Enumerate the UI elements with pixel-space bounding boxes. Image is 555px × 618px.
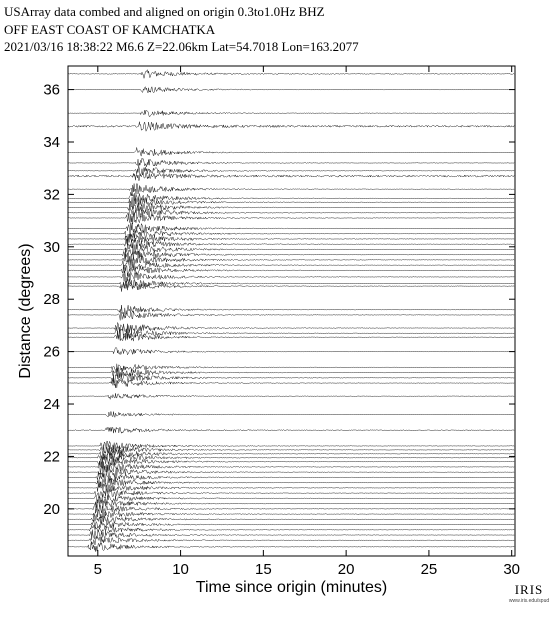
- iris-logo: [506, 582, 552, 604]
- seismogram-trace: [69, 305, 515, 315]
- seismogram-trace: [69, 212, 515, 224]
- seismogram-trace: [69, 372, 515, 384]
- y-axis-label: Distance (degrees): [17, 243, 34, 379]
- seismogram-trace: [69, 158, 515, 168]
- seismogram-trace: [69, 499, 515, 508]
- x-tick-label: 10: [172, 561, 189, 578]
- y-tick-label: 22: [43, 448, 60, 466]
- seismogram-trace: [69, 530, 515, 540]
- seismogram-trace: [69, 536, 515, 545]
- seismogram-trace: [69, 147, 515, 156]
- x-tick-label: 15: [255, 561, 272, 578]
- seismogram-trace: [69, 542, 515, 552]
- y-tick-label: 36: [43, 81, 60, 99]
- seismogram-trace: [69, 244, 515, 255]
- seismogram-trace: [69, 271, 515, 283]
- y-tick-label: 24: [43, 396, 60, 414]
- iris-logo-text: IRIS: [514, 582, 544, 597]
- y-tick-label: 30: [43, 238, 60, 256]
- seismogram-trace: [69, 348, 515, 355]
- seismogram-trace: [69, 482, 515, 493]
- seismogram-trace: [69, 427, 515, 433]
- seismogram-trace: [69, 311, 515, 321]
- seismogram-trace: [69, 122, 515, 132]
- seismogram-trace: [69, 184, 515, 196]
- seismogram-trace: [69, 455, 515, 468]
- seismogram-trace: [69, 87, 515, 93]
- iris-logo-url: www.iris.edu/spud: [508, 598, 550, 604]
- x-axis-label: Time since origin (minutes): [195, 579, 388, 596]
- seismogram-trace: [69, 472, 515, 482]
- x-tick-label: 30: [503, 561, 521, 578]
- y-tick-label: 32: [43, 186, 60, 204]
- seismogram-trace: [69, 323, 515, 333]
- seismogram-trace: [69, 494, 515, 504]
- seismogram-trace: [69, 192, 515, 204]
- seismogram-trace: [69, 525, 515, 533]
- y-tick-label: 20: [43, 500, 60, 518]
- chart-title-line-3: 2021/03/16 18:38:22 M6.6 Z=22.06km Lat=54.7018 Lon=163.2077: [4, 39, 359, 54]
- seismogram-trace: [69, 207, 515, 218]
- seismogram-trace: [69, 110, 515, 117]
- seismogram-trace: [69, 281, 515, 291]
- seismogram-trace: [69, 378, 515, 388]
- y-tick-label: 28: [43, 291, 60, 309]
- seismogram-trace: [69, 520, 515, 529]
- seismogram-trace: [69, 254, 515, 265]
- seismogram-trace: [69, 239, 515, 250]
- x-tick-label: 25: [420, 561, 438, 578]
- chart-title-line-2: OFF EAST COAST OF KAMCHATKA: [4, 22, 216, 37]
- seismogram-trace: [69, 411, 515, 417]
- chart-title-line-1: USArray data combed and aligned on origin 0.3to1.0Hz BHZ: [4, 4, 325, 19]
- y-tick-label: 26: [43, 343, 60, 361]
- x-tick-label: 20: [337, 561, 355, 578]
- seismogram-trace: [69, 514, 515, 523]
- trace-group: [69, 70, 515, 552]
- seismogram-trace: [69, 393, 515, 399]
- seismogram-trace: [69, 172, 515, 180]
- seismogram-trace: [69, 466, 515, 479]
- seismogram-trace: [69, 70, 515, 79]
- seismogram-trace: [69, 167, 515, 177]
- x-tick-label: 5: [93, 561, 102, 578]
- seismogram-trace: [69, 364, 515, 372]
- seismogram-trace: [69, 368, 515, 379]
- seismogram-trace: [69, 489, 515, 498]
- y-tick-label: 34: [43, 133, 60, 151]
